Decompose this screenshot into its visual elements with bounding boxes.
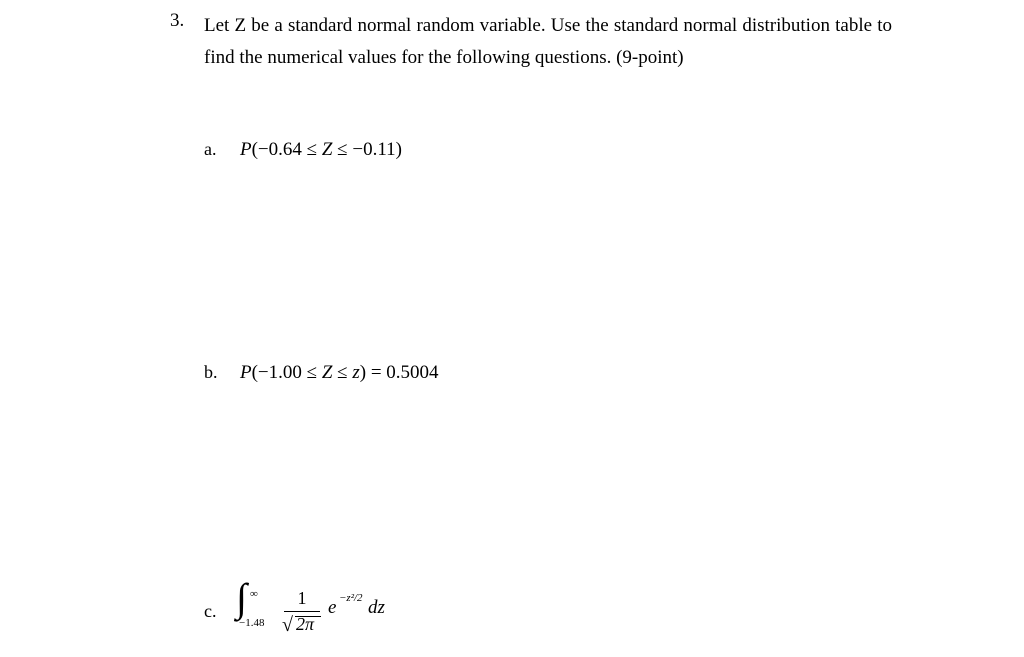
fraction-numerator: 1 <box>297 588 307 608</box>
sqrt-sign: √ <box>282 614 293 636</box>
expr-close: ≤ −0.11) <box>332 139 402 160</box>
part-a-expression <box>240 139 402 161</box>
fraction-bar <box>284 611 320 612</box>
expr-close: ) = 0.5004 <box>359 362 439 383</box>
part-c-label: c. <box>204 601 217 621</box>
random-variable: Z <box>321 362 333 383</box>
integral-lower-limit: −1.48 <box>239 617 265 629</box>
fraction <box>282 588 322 642</box>
bound-variable: z <box>352 362 360 383</box>
expr-open: (−0.64 ≤ <box>251 139 322 160</box>
expr-mid: ≤ <box>332 362 353 383</box>
part-b-expression <box>240 362 439 384</box>
random-variable: Z <box>321 139 333 160</box>
integral-upper-limit: ∞ <box>250 588 258 600</box>
integral-sign: ∫ <box>236 575 247 620</box>
part-c-integral <box>236 575 406 644</box>
exponent: −z²/2 <box>339 592 363 604</box>
question-prompt: Let Z be a standard normal random variable. Use the standard normal distribution table to find the numerical values for the following questions. (9-point) <box>204 15 892 68</box>
differential: dz <box>368 597 385 618</box>
part-b-label: b. <box>204 362 218 382</box>
fraction-denominator: 2π <box>296 614 315 634</box>
prob-function: P <box>240 139 252 160</box>
question-number: 3. <box>170 10 185 31</box>
part-a-label: a. <box>204 139 217 159</box>
exp-base: e <box>328 597 337 618</box>
prob-function: P <box>240 362 252 383</box>
expr-open: (−1.00 ≤ <box>251 362 322 383</box>
